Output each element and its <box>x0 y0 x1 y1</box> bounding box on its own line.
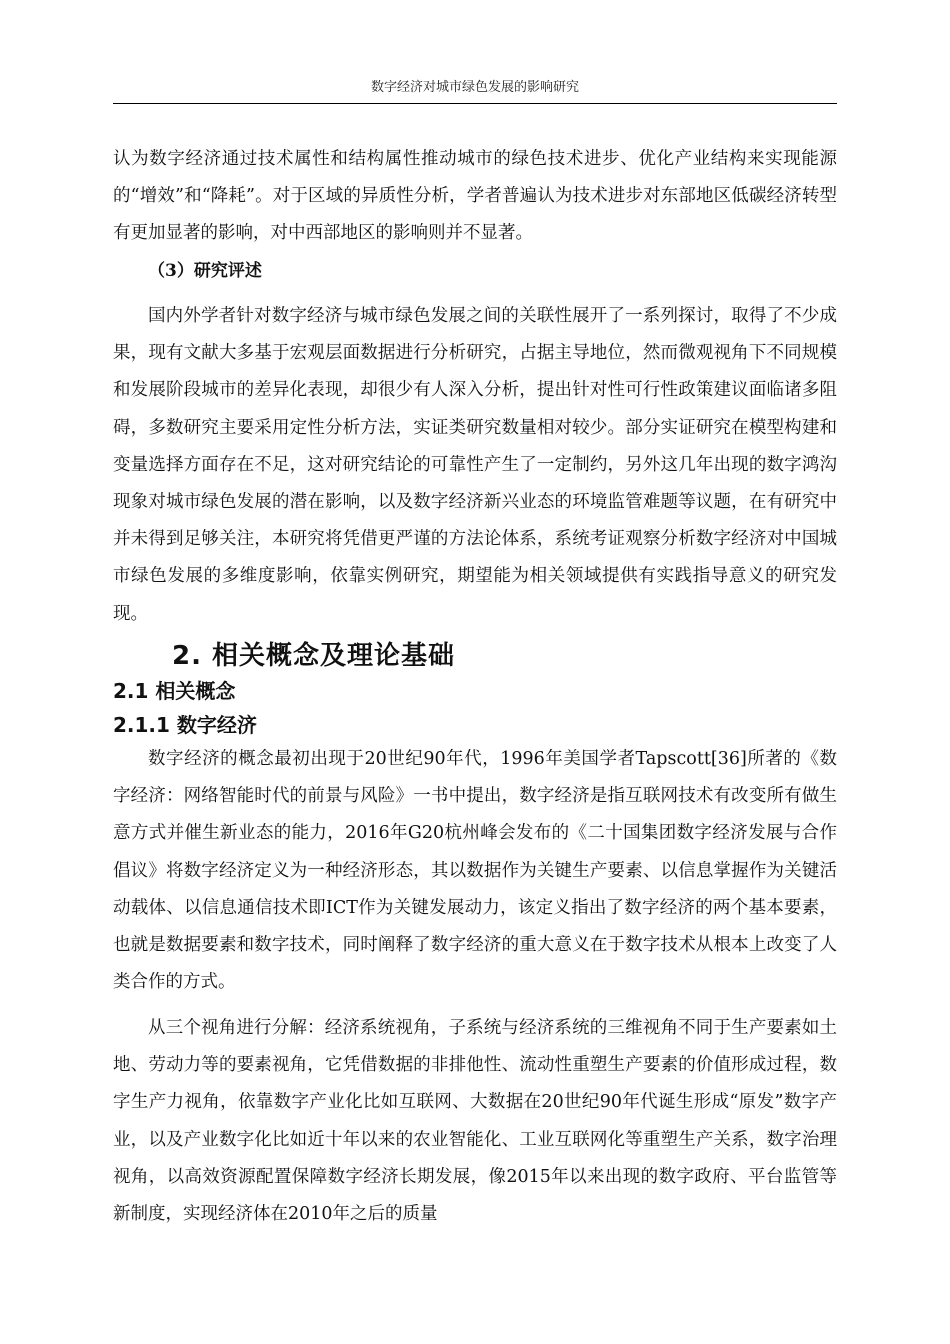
paragraph-review: 国内外学者针对数字经济与城市绿色发展之间的关联性展开了一系列探讨，取得了不少成果，现有文献大多基于宏观层面数据进行分析研究，占据主导地位，然而微观视角下不同规模和发展阶段城市的差异化表现，却很少有人深入分析，提出针对性可行性政策建议面临诸多阻碍，多数研究主要采用定性分析方法，实证类研究数量相对较少。部分实证研究在模型构建和变量选择方面存在不足，这对研究结论的可靠性产生了一定制约，另外这几年出现的数字鸿沟现象对城市绿色发展的潜在影响，以及数字经济新兴业态的环境监管难题等议题，在有研究中并未得到足够关注，本研究将凭借更严谨的方法论体系，系统考证观察分析数字经济对中国城市绿色发展的多维度影响，依靠实例研究，期望能为相关领域提供有实践指导意义的研究发现。 <box>113 306 837 624</box>
header-rule <box>113 103 837 104</box>
paragraph-definition: 数字经济的概念最初出现于20世纪90年代，1996年美国学者Tapscott[36]所著的《数字经济：网络智能时代的前景与风险》一书中提出，数字经济是指互联网技术有改变所有做生意方式并催生新业态的能力，2016年G20杭州峰会发布的《二十国集团数字经济发展与合作倡议》将数字经济定义为一种经济形态，其以数据作为关键生产要素、以信息掌握作为关键活动载体、以信息通信技术即ICT作为关键发展动力，该定义指出了数字经济的两个基本要素，也就是数据要素和数字技术，同时阐释了数字经济的重大意义在于数字技术从根本上改变了人类合作的方式。 <box>113 749 837 993</box>
chapter-heading: 2. 相关概念及理论基础 <box>172 641 456 671</box>
subsection-heading: 2.1.1 数字经济 <box>113 713 257 737</box>
section-heading: 2.1 相关概念 <box>113 679 236 703</box>
paragraph-perspectives: 从三个视角进行分解：经济系统视角，子系统与经济系统的三维视角不同于生产要素如土地、劳动力等的要素视角，它凭借数据的非排他性、流动性重塑生产要素的价值形成过程，数字生产力视角，依靠数字产业化比如互联网、大数据在20世纪90年代诞生形成“原发”数字产业，以及产业数字化比如近十年以来的农业智能化、工业互联网化等重塑生产关系，数字治理视角，以高效资源配置保障数字经济长期发展，像2015年以来出现的数字政府、平台监管等新制度，实现经济体在2010年之后的质量 <box>113 1018 837 1225</box>
running-header: 数字经济对城市绿色发展的影响研究 <box>370 80 579 95</box>
sub-heading-review: （3）研究评述 <box>148 261 262 281</box>
paragraph-intro: 认为数字经济通过技术属性和结构属性推动城市的绿色技术进步、优化产业结构来实现能源的“增效”和“降耗”。对于区域的异质性分析，学者普遍认为技术进步对东部地区低碳经济转型有更加显著的影响，对中西部地区的影响则并不显著。 <box>113 149 837 244</box>
